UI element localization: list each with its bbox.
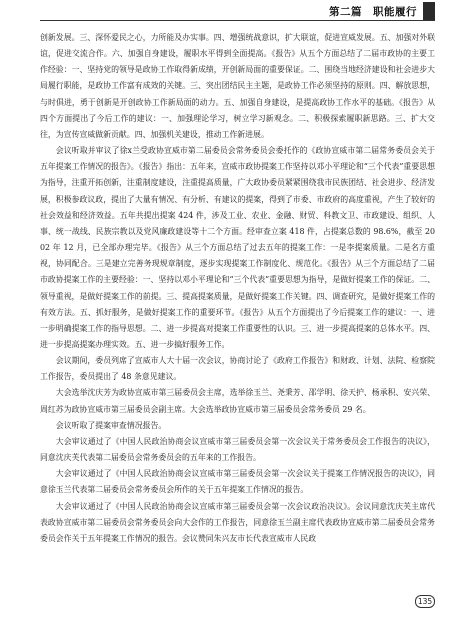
header-marker-bar	[423, 2, 435, 20]
section-title: 第二篇 职能履行	[329, 6, 417, 18]
paragraph: 大会审议通过了《中国人民政治协商会议宣威市第三届委员会第一次会议关于常务委员会工作报告的决议》，同意沈庆芙代表第二届委员会常务委员会的五年来的工作报告。	[40, 436, 435, 463]
paragraph: 会议期间，委员列席了宣威市人大十届一次会议，协商讨论了《政府工作报告》和财政、计划、法院、检察院工作报告，委员提出了 48 条意见建议。	[40, 356, 435, 382]
paragraph: 大会选举沈庆芳为政协宣威市第三届委员会主席，选举徐玉兰、尧秉芳、邵学明、徐天护、杨承积、安兴荣、周红苏为政协宣威市第三届委员会副主席。大会选举政协宣威市第三届委员会常务委员 29 名。	[40, 388, 435, 414]
paragraph: 大会审议通过了《中国人民政治协商会议宣威市第三届委员会第一次会议关于提案工作情况报告的决议》，同意徐玉兰代表第二届委员会常务委员会所作的关于五年提案工作情况的报告。	[40, 469, 435, 495]
body-text	[40, 30, 435, 590]
paragraph: 大会审议通过了《中国人民政治协商会议宣威市第三届委员会第一次会议政治决议》。会议同意沈庆芙主席代表政协宣威市第二届委员会常务委员会向大会作的工作报告，同意徐玉兰副主席代表政协宣威市第二届委员会常务委员会作关于五年提案工作情况的报告。会议赞同朱兴友市长代表宣威市人民政	[40, 501, 435, 543]
page-header	[0, 0, 475, 26]
paragraph: 会议听取了提案审查情况报告。	[55, 420, 167, 430]
page-number: 135	[415, 595, 435, 608]
paragraph: 会议听取并审议了徐ⅹ兰受政协宣威市第二届委员会常务委员会委托作的《政协宣威市第二届常务委员会关于五年提案工作情况的报告》。《报告》指出：五年来，宣威市政协提案工作坚持以邓小平理论和“三个代表”重要思想为指导，注重开拓创新，注重制度建设，注重提高质量，广大政协委员紧紧围绕我市民族团结、社会进步、经济发展，积极参政议政，提出了大量有情况、有分析、有建议的提案，得到了市委、市政府的高度重视，产生了较好的社会效益和经济效益。五年共提出提案 424 件，涉及工业、农业、金融、财贸、科教文卫、市政建设、组织、人事、统一战线、民族宗教以及党风廉政建设等十二个方面。经审查立案 418 件，占提案总数的 98.6%，截至 2002 年 12 月，已全部办理完毕。《报告》从三个方面总结了过去五年的提案工作：一是李提案质量。二是名方重视，协同配合。三是建立完善务现规章制度，逐步实现提案工作制度化、规范化。《报告》从三个方面总结了二届市政协提案工作的主要经验：一、坚持以邓小平理论和“三个代表”重要思想为指导，是做好提案工作的保证。二、领导重视，是做好提案工作的前提。三、提高提案质量，是做好提案工作关键。四、调查研究，是做好提案工作的有效方法。五、抓好服务，是做好提案工作的重要环节。《报告》从五个方面提出了今后提案工作的建议：一、进一步明确提案工作的指导思想。二、进一步提高对提案工作重要性的认识。三、进一步提高提案的总体水平。四、进一步提高提案办理实效。五、进一步搞好服务工作。	[40, 146, 435, 349]
header-rule	[40, 20, 435, 21]
paragraph: 创新发展。三、深怀爱民之心，力所能及办实事。四、增强统战意识，扩大联谊，促进宣威发展。五、加强对外联谊，促进交流合作。六、加强自身建设，履职水平得到全面提高。《报告》从五个方面总结了二届市政协的主要工作经验：一、坚持党的领导是政协工作取得新成绩，开创新局面的重要保证。二、围绕当地经济建设和社会进步大局履行职能，是政协工作富有成效的关键。三、突出团结民主主题，是政协工作必须坚持的原则。四、解放思想，与时俱进，勇于创新是开创政协工作新局面的动力。五、加强自身建设，是提高政协工作水平的基础。《报告》从四个方面提出了今后工作的建议：一、加强理论学习，树立学习新观念。二、积极探索履职新思路。三、扩大交往，为宣传宣威做新贡献。四、加强机关建设，推动工作新进展。	[40, 33, 435, 139]
